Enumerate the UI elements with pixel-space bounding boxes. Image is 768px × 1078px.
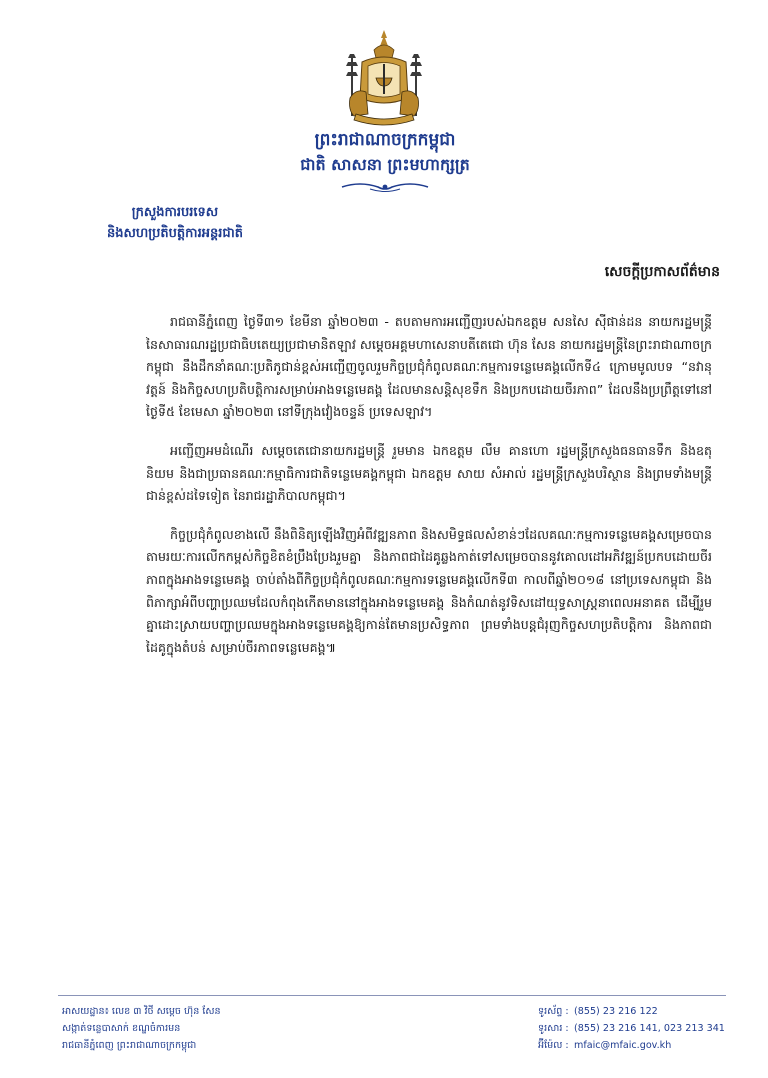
press-release-body: [146, 311, 712, 675]
address-line-3: រាជធានីភ្នំពេញ ព្រះរាជាណាចក្រកម្ពុជា: [62, 1040, 197, 1051]
ministry-line-1: ក្រសួងការបរទេស: [131, 205, 219, 220]
address-line-2: សង្កាត់ទន្លេបាសាក់ ខណ្ឌចំការមន: [62, 1023, 181, 1034]
national-motto: ជាតិ សាសនា ព្រះមហាក្សត្រ: [300, 155, 470, 174]
kingdom-heading: [260, 128, 510, 194]
ornament-divider-icon: [340, 180, 430, 194]
fax-value: (855) 23 216 141, 023 213 341: [574, 1023, 725, 1034]
document-title: សេចក្តីប្រកាសព័ត៌មាន: [604, 264, 720, 280]
fax-label: ទូរសារ :: [538, 1023, 569, 1034]
footer-address: [62, 1003, 362, 1054]
telephone-row: [538, 1003, 738, 1020]
paragraph-3: កិច្ចប្រជុំកំពូលខាងលើ នឹងពិនិត្យឡើងវិញអំពីវឌ្ឍនភាព និងសមិទ្ធផលសំខាន់ៗដែលគណៈកម្មការទន្លេមេគង្គសម្រេចបានតាមរយៈការលើកកម្ពស់កិច្ចខិតខំប្រឹងប្រែងរួមគ្នា និងភាពជាដៃគូឆ្លងកាត់ទៅសម្រេចបាននូវគោលដៅអភិវឌ្ឍន៍ប្រកបដោយចីរភាពក្នុងអាងទន្លេមេគង្គ ចាប់តាំងពីកិច្ចប្រជុំកំពូលគណៈកម្មការទន្លេមេគង្គលើកទី៣ កាលពីឆ្នាំ២០១៨ នៅប្រទេសកម្ពុជា និងពិភាក្សាអំពីបញ្ហាប្រឈមដែលកំពុងកើតមាននៅក្នុងអាងទន្លេមេគង្គ និងកំណត់នូវទិសដៅយុទ្ធសាស្ត្រនាពេលអនាគត ដើម្បីរួមគ្នាដោះស្រាយបញ្ហាប្រឈមក្នុងអាងទន្លេមេគង្គឱ្យកាន់តែមានប្រសិទ្ធភាព ព្រមទាំងបន្តជំរុញកិច្ចសហប្រតិបត្តិការ និងភាពជាដៃគូក្នុងតំបន់ សម្រាប់ចីរភាពទន្លេមេគង្គ៕: [146, 526, 712, 655]
paragraph-2: អញ្ជើញអមដំណើរ សម្តេចតេជោនាយករដ្ឋមន្ត្រី រួមមាន ឯកឧត្តម លឹម គានហោ រដ្ឋមន្ត្រីក្រសួងធនធានទឹក និងឧតុនិយម និងជាប្រធានគណៈកម្មាធិការជាតិទន្លេមេគង្គកម្ពុជា ឯកឧត្តម សាយ សំអាល់ រដ្ឋមន្ត្រីក្រសួងបរិស្ថាន និងព្រមទាំងមន្ត្រីជាន់ខ្ពស់ដទៃទៀត នៃរាជរដ្ឋាភិបាលកម្ពុជា។: [146, 442, 712, 504]
email-row: [538, 1037, 738, 1054]
kingdom-name: ព្រះរាជាណាចក្រកម្ពុជា: [314, 130, 456, 150]
telephone-value: (855) 23 216 122: [574, 1006, 658, 1017]
ministry-heading: [60, 202, 290, 244]
fax-row: [538, 1020, 738, 1037]
royal-coat-of-arms-icon: [334, 28, 434, 130]
telephone-label: ទូរស័ព្ទ :: [538, 1006, 569, 1017]
footer-divider: [58, 995, 726, 996]
address-line-1: អាសយដ្ឋាន៖ លេខ ៣ វិថី សម្តេច ហ៊ុន សែន: [62, 1006, 221, 1017]
email-label: អ៊ីម៉ែល :: [538, 1040, 569, 1051]
paragraph-1: រាជធានីភ្នំពេញ ថ្ងៃទី៣១ ខែមីនា ឆ្នាំ២០២៣ - តបតាមការអញ្ជើញរបស់ឯកឧត្តម សនសៃ ស៊ីផាន់ដន នាយករដ្ឋមន្ត្រី នៃសាធារណរដ្ឋប្រជាធិបតេយ្យប្រជាមានិតឡាវ សម្តេចអគ្គមហាសេនាបតីតេជោ ហ៊ុន សែន នាយករដ្ឋមន្ត្រីនៃព្រះរាជាណាចក្រកម្ពុជា នឹងដឹកនាំគណៈប្រតិភូជាន់ខ្ពស់អញ្ជើញចូលរួមកិច្ចប្រជុំកំពូលគណៈកម្មការទន្លេមេគង្គលើកទី៤ ក្រោមមូលបទ “នវានុវត្តន៍ និងកិច្ចសហប្រតិបត្តិការសម្រាប់អាងទន្លេមេគង្គ ដែលមានសន្តិសុខទឹក និងប្រកបដោយចីរភាព” ដែលនឹងប្រព្រឹត្តទៅនៅថ្ងៃទី៥ ខែមេសា ឆ្នាំ២០២៣ នៅទីក្រុងវៀងចន្ទន៍ ប្រទេសឡាវ។: [146, 314, 712, 420]
ministry-line-2: និងសហប្រតិបត្តិការអន្តរជាតិ: [107, 226, 243, 241]
email-value[interactable]: mfaic@mfaic.gov.kh: [574, 1040, 672, 1051]
footer-contact: [538, 1003, 738, 1054]
